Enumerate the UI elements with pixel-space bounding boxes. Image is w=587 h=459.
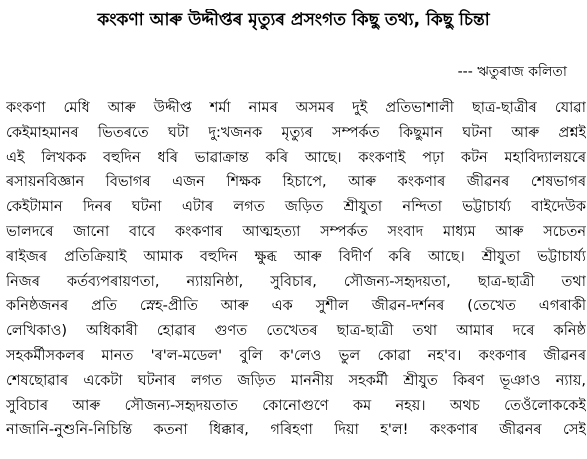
paragraph-line: ৰাইজৰ প্ৰতিক্ৰিয়াই আমাক বহুদিন ক্ষুব্ধ আৰু বিদীৰ্ণ কৰি আছে। শ্ৰীযুতা ভট্টাচাৰ্য্য	[6, 248, 586, 265]
paragraph-line: কেইটামান দিনৰ ঘটনা এটাৰ লগত জড়িত শ্ৰীযুতা নন্দিতা ভট্টাচাৰ্য্য বাইদেউক	[6, 199, 586, 216]
paragraph-line: এই লিখকক বহুদিন ধৰি ভাৱাক্ৰান্ত কৰি আছে। কংকণাই পঢ়া কটন মহাবিদ্যালয়ৰে	[6, 149, 586, 166]
paragraph-line: কনিষ্ঠজনৰ প্ৰতি স্নেহ-প্ৰীতি আৰু এক সুশীল জীৱন-দৰ্শনৰ (তেখেত এগৰাকী	[6, 298, 586, 315]
paragraph-line: কংকণা মেধি আৰু উদ্দীপ্ত শৰ্মা নামৰ অসমৰ দুই প্ৰতিভাশালী ছাত্ৰ-ছাত্ৰীৰ যোৱা	[6, 100, 586, 116]
paragraph-line: ৰসায়নবিজ্ঞান বিভাগৰ এজন শিক্ষক হিচাপে, আৰু কংকণাৰ জীৱনৰ শেষভাগৰ	[6, 174, 586, 191]
paragraph-line: ভালদৰে জানো বাবে কংকণাৰ আত্মহত্যা সম্পৰ্কত সংবাদ মাধ্যম আৰু সচেতন	[6, 223, 586, 240]
paragraph-line: সুবিচাৰ আৰু সৌজন্য-সহৃদয়তাত কোনোগুণে কম নহয়। অথচ তেওঁলোককেই	[6, 397, 586, 414]
paragraph-line: নিজৰ কৰ্তব্যপৰায়ণতা, ন্যায়নিষ্ঠা, সুবিচাৰ, সৌজন্য-সহৃদয়তা, ছাত্ৰ-ছাত্ৰী তথা	[6, 273, 586, 290]
article-author: --- ঋতুৰাজ কলিতা	[457, 64, 567, 80]
paragraph-line: নাজানি-নুশুনি-নিচিন্তি কতনা ধিক্কাৰ, গৰিহণা দিয়া হ'ল! কংকণাৰ জীৱনৰ সেই	[6, 422, 586, 439]
paragraph-line: লেখিকাও) অধিকাৰী হোৱাৰ গুণত তেখেতৰ ছাত্ৰ-ছাত্ৰী তথা আমাৰ দৰে কনিষ্ঠ	[6, 323, 586, 340]
article-title: কংকণা আৰু উদ্দীপ্তৰ মৃত্যুৰ প্ৰসংগত কিছু তথ্য, কিছু চিন্তা	[97, 10, 490, 30]
paragraph-line: সহকৰ্মীসকলৰ মানত 'ৰ'ল-মডেল' বুলি ক'লেও ভুল কোৱা নহ'ব। কংকণাৰ জীৱনৰ	[6, 347, 586, 364]
paragraph-line: কেইমাহমানৰ ভিতৰতে ঘটা দু:খজনক মৃত্যুৰ সম্পৰ্কত কিছুমান ঘটনা আৰু প্ৰশ্নই	[6, 124, 586, 141]
article-body	[6, 96, 586, 443]
paragraph-line: শেষছোৱাৰ একেটা ঘটনাৰ লগত জড়িত মাননীয় সহকৰ্মী শ্ৰীযুত কিৰণ ভূঞাও ন্যায়,	[6, 372, 586, 389]
